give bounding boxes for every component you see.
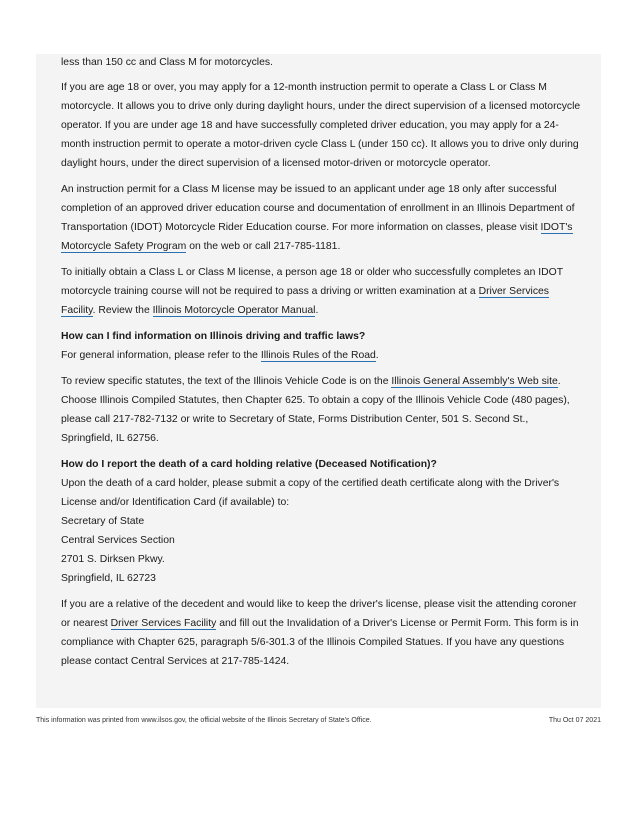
- paragraph: Upon the death of a card holder, please submit a copy of the certified death certificate along with the Driver's License and/or Identification Card (if available) to:: [61, 478, 560, 508]
- content-panel: [36, 54, 601, 708]
- paragraph: If you are age 18 or over, you may apply for a 12-month instruction permit to operate a Class L or Class M motorcycle. It allows you to drive only during daylight hours, under the direct supervision of a licensed motorcycle operator. If you are under age 18 and have successfully completed driver education, you may apply for a 24-month instruction permit to operate a motor-driven cycle Class L (under 150 cc). It allows you to drive only during daylight hours, under the direct supervision of a licensed motor-driven or motorcycle operator.: [61, 82, 581, 169]
- address-line: Secretary of State: [61, 516, 145, 527]
- rules-of-the-road-link[interactable]: Illinois Rules of the Road: [260, 350, 376, 361]
- address-line: 2701 S. Dirksen Pkwy.: [61, 554, 165, 565]
- driver-services-facility-link[interactable]: Driver Services Facility: [110, 618, 217, 629]
- print-footer: [36, 717, 601, 724]
- paragraph: If you are a relative of the decedent and would like to keep the driver's license, please visit the attending coroner or nearest Driver Services Facility and fill out the Invalidation of a Driver's License or Permit Form. This form is in compliance with Chapter 625, paragraph 5/6-301.3 of the Illinois Compiled Statues. If you have any questions please contact Central Services at 217-785-1424.: [61, 599, 579, 667]
- paragraph: To initially obtain a Class L or Class M license, a person age 18 or older who successfully completes an IDOT motorcycle training course will not be required to pass a driving or written examination at a Driver Services Facility. Review the Illinois Motorcycle Operator Manual.: [61, 267, 563, 316]
- idot-motorcycle-safety-link[interactable]: IDOT's Motorcycle Safety Program: [61, 222, 573, 252]
- driver-services-facility-link[interactable]: Driver Services Facility: [61, 286, 549, 316]
- article-body: [61, 54, 581, 678]
- paragraph: To review specific statutes, the text of the Illinois Vehicle Code is on the Illinois General Assembly's Web site. Choose Illinois Compiled Statutes, then Chapter 625. To obtain a copy of the Illinois Vehicle Code (480 pages), please call 217-782-7132 or write to Secretary of State, Forms Distribution Center, 501 S. Second St., Springfield, IL 62756.: [61, 376, 570, 444]
- paragraph: less than 150 cc and Class M for motorcycles.: [61, 57, 273, 68]
- paragraph: An instruction permit for a Class M license may be issued to an applicant under age 18 only after successful completion of an approved driver education course and documentation of enrollment in an Illinois Department of Transportation (IDOT) Motorcycle Rider Education course. For more information on classes, please visit IDOT's Motorcycle Safety Program on the web or call 217-785-1181.: [61, 184, 575, 252]
- question-heading: How can I find information on Illinois driving and traffic laws?: [61, 331, 366, 342]
- address-line: Springfield, IL 62723: [61, 573, 156, 584]
- footer-source: This information was printed from www.ilsos.gov, the official website of the Illinois Secretary of State's Office.: [36, 717, 372, 724]
- address-line: Central Services Section: [61, 535, 175, 546]
- motorcycle-operator-manual-link[interactable]: Illinois Motorcycle Operator Manual: [152, 305, 316, 316]
- question-heading: How do I report the death of a card holding relative (Deceased Notification)?: [61, 459, 437, 470]
- paragraph: For general information, please refer to the Illinois Rules of the Road.: [61, 350, 379, 361]
- footer-date: Thu Oct 07 2021: [548, 717, 601, 724]
- general-assembly-link[interactable]: Illinois General Assembly's Web site: [391, 376, 558, 387]
